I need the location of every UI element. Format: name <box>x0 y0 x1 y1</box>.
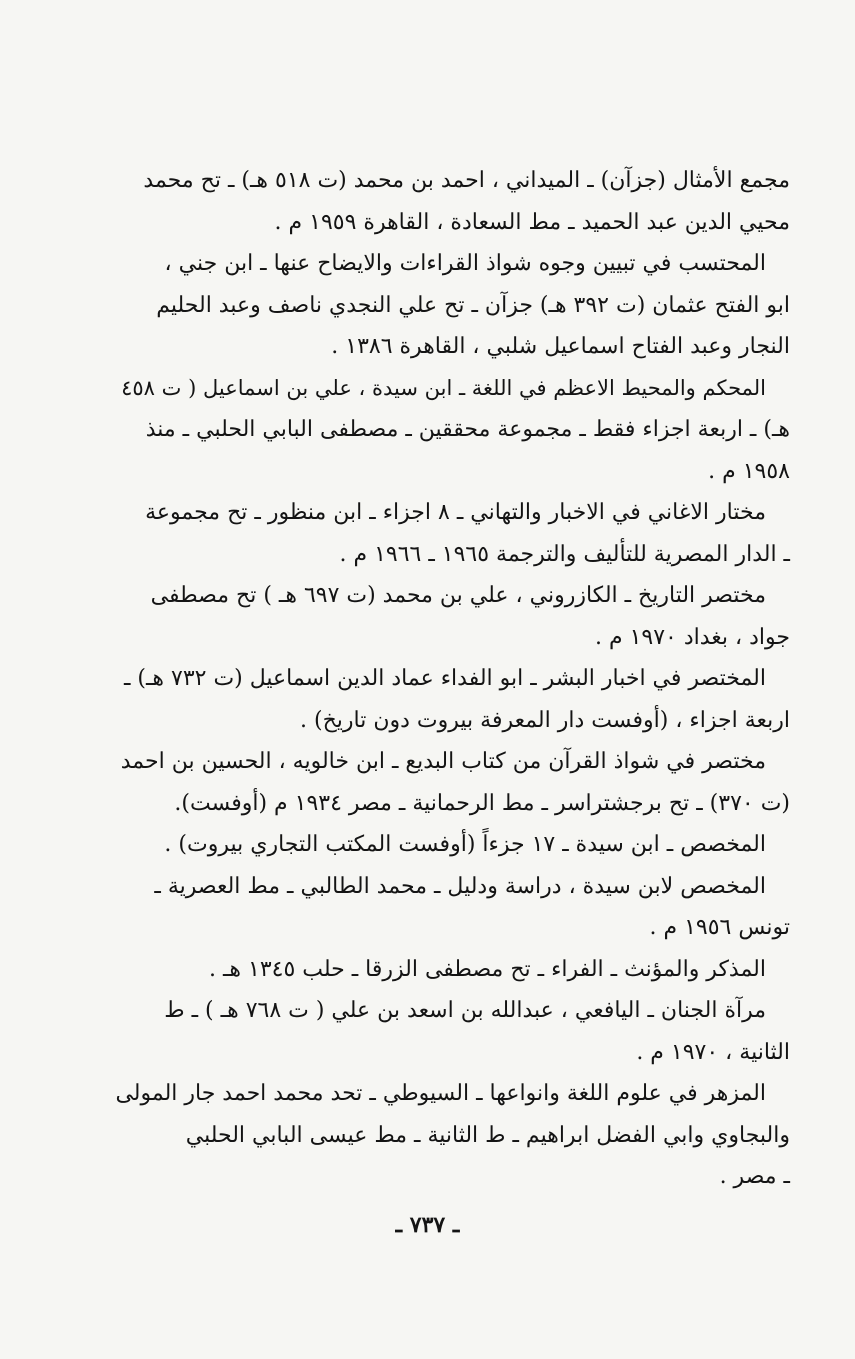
bibliography-line: (ت ٣٧٠) ـ تح برجشتراسر ـ مط الرحمانية ـ مصر ١٩٣٤ م (أوفست). <box>174 790 790 816</box>
bibliography-line: والبجاوي وابي الفضل ابراهيم ـ ط الثانية ـ مط عيسى البابي الحلبي <box>185 1122 790 1148</box>
page-number: ـ ٧٣٧ ـ <box>395 1212 460 1238</box>
bibliography-line: ابو الفتح عثمان (ت ٣٩٢ هـ) جزآن ـ تح علي النجدي ناصف وعبد الحليم <box>156 292 790 318</box>
bibliography-line: المحكم والمحيط الاعظم في اللغة ـ ابن سيدة ، علي بن اسماعيل ( ت ٤٥٨ <box>121 375 766 400</box>
bibliography-line: تونس ١٩٥٦ م . <box>649 915 790 940</box>
bibliography-line: المخصص ـ ابن سيدة ـ ١٧ جزءاً (أوفست المكتب التجاري بيروت) . <box>164 832 766 857</box>
bibliography-line: المزهر في علوم اللغة وانواعها ـ السيوطي ـ تحد محمد احمد جار المولى <box>115 1081 766 1106</box>
bibliography-line: هـ) ـ اربعة اجزاء فقط ـ مجموعة محققين ـ مصطفى البابي الحلبي ـ منذ <box>145 417 790 442</box>
bibliography-line: المخصص لابن سيدة ، دراسة ودليل ـ محمد الطالبي ـ مط العصرية ـ <box>154 873 766 899</box>
bibliography-line: النجار وعبد الفتاح اسماعيل شلبي ، القاهرة ١٣٨٦ . <box>331 334 790 359</box>
bibliography-line: ١٩٥٨ م . <box>708 458 790 484</box>
bibliography-line: محيي الدين عبد الحميد ـ مط السعادة ، القاهرة ١٩٥٩ م . <box>274 209 790 235</box>
bibliography-line: المختصر في اخبار البشر ـ ابو الفداء عماد الدين اسماعيل (ت ٧٣٢ هـ) ـ <box>123 666 766 691</box>
bibliography-line: مختصر التاريخ ـ الكازروني ، علي بن محمد (ت ٦٩٧ هـ ) تح مصطفى <box>150 583 766 608</box>
bibliography-line: اربعة اجزاء ، (أوفست دار المعرفة بيروت دون تاريخ) . <box>300 707 790 733</box>
bibliography-line: الثانية ، ١٩٧٠ م . <box>636 1039 790 1065</box>
bibliography-text <box>110 160 790 1198</box>
bibliography-line: مرآة الجنان ـ اليافعي ، عبدالله بن اسعد بن علي ( ت ٧٦٨ هـ ) ـ ط <box>164 998 766 1023</box>
bibliography-line: جواد ، بغداد ١٩٧٠ م . <box>594 624 790 650</box>
bibliography-line: مختصر في شواذ القرآن من كتاب البديع ـ ابن خالويه ، الحسين بن احمد <box>120 749 766 774</box>
bibliography-line: المذكر والمؤنث ـ الفراء ـ تح مصطفى الزرقا ـ حلب ١٣٤٥ هـ . <box>208 956 766 982</box>
bibliography-line: مجمع الأمثال (جزآن) ـ الميداني ، احمد بن محمد (ت ٥١٨ هـ) ـ تح محمد <box>143 168 790 193</box>
bibliography-line: مختار الاغاني في الاخبار والتهاني ـ ٨ اجزاء ـ ابن منظور ـ تح مجموعة <box>145 500 766 525</box>
bibliography-line: المحتسب في تبيين وجوه شواذ القراءات والايضاح عنها ـ ابن جني ، <box>164 251 766 276</box>
bibliography-line: ـ مصر . <box>719 1164 790 1189</box>
bibliography-line: ـ الدار المصرية للتأليف والترجمة ١٩٦٥ ـ ١٩٦٦ م . <box>339 541 790 567</box>
